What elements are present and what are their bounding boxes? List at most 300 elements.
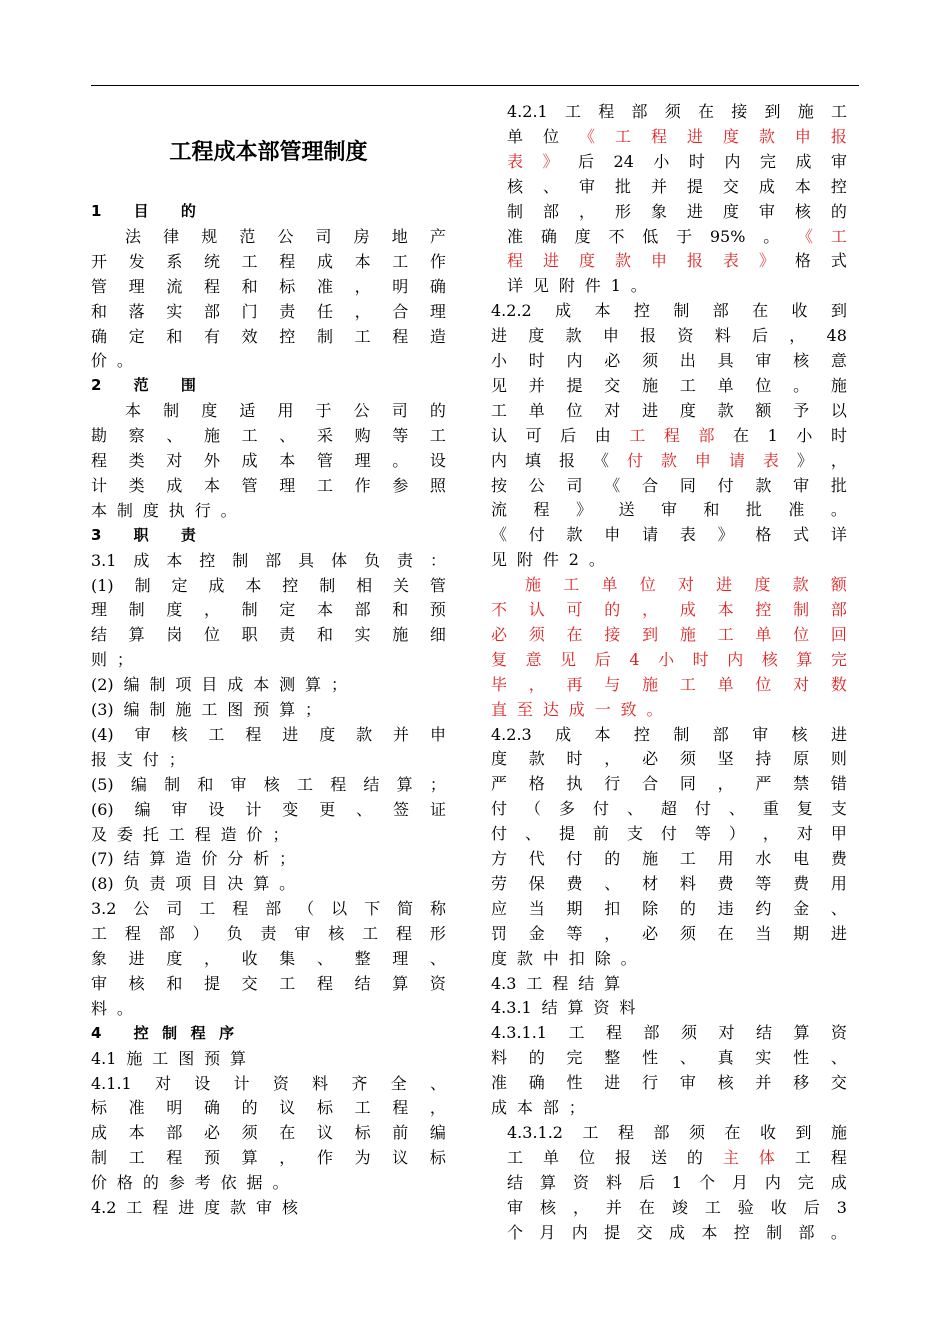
text-glyph: 4.2.3 <box>491 724 532 744</box>
text-glyph: 内 <box>764 1172 781 1192</box>
text-glyph: 成 <box>91 1123 108 1143</box>
text-glyph: 款 <box>758 126 775 146</box>
section-heading <box>91 523 446 548</box>
text-glyph: 本 <box>166 550 183 570</box>
text-glyph: 须 <box>642 351 659 370</box>
text-glyph: 资 <box>593 998 610 1018</box>
text-glyph: 提 <box>203 973 220 993</box>
text-line <box>507 1170 847 1195</box>
text-glyph: 审 <box>134 724 151 744</box>
text-glyph: 项 <box>175 675 192 695</box>
text-glyph: 支 <box>116 749 133 769</box>
text-glyph: ） <box>728 824 745 844</box>
text-glyph: 到 <box>830 301 847 321</box>
text-glyph: 预 <box>204 1048 221 1068</box>
text-glyph: 用 <box>277 401 294 421</box>
text-glyph: 位 <box>203 625 220 645</box>
text-glyph: 4.3.1 <box>491 998 532 1018</box>
text-glyph: 进 <box>542 251 559 271</box>
text-glyph: 度 <box>201 401 218 421</box>
text-glyph: 合 <box>392 301 409 321</box>
text-glyph: 完 <box>566 1048 583 1068</box>
text-glyph: 中 <box>542 948 559 968</box>
text-glyph: 48 <box>826 326 847 346</box>
text-glyph: 完 <box>797 1172 814 1192</box>
text-glyph: 予 <box>793 400 810 420</box>
text-glyph: 本 <box>253 675 270 695</box>
text-line <box>507 199 847 224</box>
text-glyph: 本 <box>354 251 371 271</box>
text-glyph: 审 <box>507 1197 524 1217</box>
text-glyph: 成 <box>166 475 183 495</box>
text-glyph: 同 <box>679 475 696 495</box>
text-glyph: 以 <box>830 400 847 420</box>
text-glyph: 完 <box>830 649 847 669</box>
text-glyph: 》 <box>796 450 813 470</box>
text-glyph: 结 <box>507 1172 524 1192</box>
text-glyph: 于 <box>315 401 332 421</box>
text-glyph: 定 <box>171 575 188 595</box>
text-glyph: 进 <box>686 126 703 146</box>
text-glyph: 度 <box>722 126 739 146</box>
text-glyph: 采 <box>316 426 333 446</box>
text-glyph: 月 <box>731 1172 748 1192</box>
text-glyph: (5) <box>91 774 114 794</box>
text-glyph: 工 <box>296 774 313 794</box>
text-line <box>91 249 446 274</box>
text-glyph: 料 <box>605 1172 622 1192</box>
text-glyph: 的 <box>604 600 621 619</box>
text-glyph: 批 <box>614 176 631 196</box>
text-glyph: 、 <box>830 1048 847 1068</box>
text-glyph: 确 <box>429 276 446 296</box>
text-glyph: 工 <box>794 1147 811 1167</box>
text-glyph: 审 <box>793 475 810 495</box>
text-glyph: ， <box>572 1197 589 1217</box>
text-glyph: 款 <box>356 724 373 744</box>
text-glyph: 造 <box>429 326 446 346</box>
text-glyph: 表 <box>507 151 524 171</box>
text-line <box>507 174 847 199</box>
text-line <box>91 597 446 622</box>
text-glyph: 度 <box>528 326 545 346</box>
text-line <box>91 971 446 996</box>
text-glyph: 本 <box>279 451 296 470</box>
text-glyph: 单 <box>507 126 524 146</box>
text-glyph: 不 <box>491 600 508 619</box>
text-glyph: 价 <box>91 1173 108 1193</box>
text-glyph: 交 <box>636 1222 653 1242</box>
text-glyph: 程 <box>605 1023 622 1043</box>
text-glyph: 在 <box>717 923 734 943</box>
text-glyph: 控 <box>199 550 216 570</box>
text-glyph: 核 <box>507 176 524 196</box>
text-glyph: 后 <box>751 326 768 346</box>
text-glyph: 重 <box>762 799 779 819</box>
text-glyph: 4.3 <box>491 973 517 993</box>
text-glyph: 和 <box>392 600 409 620</box>
text-glyph: 制 <box>673 724 690 744</box>
text-glyph: 执 <box>566 774 583 794</box>
text-glyph: 购 <box>354 426 371 446</box>
text-glyph: 设 <box>208 799 225 819</box>
left-column <box>91 0 446 1344</box>
text-glyph: 制 <box>232 550 249 570</box>
text-glyph: 到 <box>642 624 659 644</box>
text-glyph: 则 <box>830 749 847 769</box>
text-glyph: 付 <box>566 849 583 868</box>
text-glyph: 成 <box>830 1172 847 1192</box>
text-glyph: 计 <box>91 475 108 495</box>
text-glyph: 工 <box>128 1148 145 1168</box>
text-glyph: 编 <box>123 675 140 695</box>
text-line <box>91 996 446 1021</box>
text-glyph: 交 <box>830 1073 847 1093</box>
text-glyph: 司 <box>391 401 408 421</box>
text-glyph: 施 <box>830 1122 847 1142</box>
text-glyph: ， <box>830 450 847 470</box>
text-glyph: 竣 <box>671 1197 688 1217</box>
text-glyph: ， <box>717 774 734 794</box>
text-glyph: 付 <box>491 824 508 844</box>
text-glyph: 准 <box>316 276 333 296</box>
text-line <box>91 1145 446 1170</box>
text-glyph: 议 <box>279 1098 296 1118</box>
text-glyph: 在 <box>697 102 714 121</box>
text-line <box>507 1220 847 1245</box>
text-glyph: 款 <box>230 1198 247 1217</box>
text-glyph: 进 <box>642 400 659 420</box>
text-glyph: 议 <box>392 1148 409 1168</box>
text-glyph: 价 <box>246 824 263 844</box>
text-glyph: ， <box>604 923 621 943</box>
text-glyph: 个 <box>507 1222 524 1242</box>
text-glyph: 制 <box>149 675 166 695</box>
text-line <box>491 522 847 547</box>
text-glyph: 对 <box>154 1073 171 1093</box>
text-glyph: 考 <box>194 1173 211 1193</box>
text-glyph: 个 <box>698 1172 715 1192</box>
text-glyph: 程 <box>396 924 413 944</box>
text-line <box>491 547 847 572</box>
text-glyph: 4.1 <box>91 1048 117 1068</box>
text-glyph: 由 <box>594 425 611 445</box>
text-glyph: 违 <box>717 898 734 918</box>
text-glyph: 编 <box>123 700 140 719</box>
text-glyph: 成 <box>555 301 572 321</box>
text-glyph: 理 <box>91 600 108 620</box>
text-line <box>491 1070 847 1095</box>
text-glyph: 行 <box>194 500 211 520</box>
text-glyph: 责 <box>279 625 296 645</box>
text-glyph: 款 <box>717 400 734 420</box>
text-glyph: 工 <box>830 226 847 246</box>
text-glyph: 下 <box>364 899 381 919</box>
text-glyph: 产 <box>429 226 446 246</box>
text-line <box>491 672 847 697</box>
text-glyph: 《 <box>604 475 621 495</box>
text-glyph: 、 <box>356 799 373 819</box>
text-line <box>91 473 446 498</box>
text-glyph: 付 <box>626 450 643 470</box>
text-glyph: 位 <box>566 400 583 420</box>
text-line <box>91 946 446 971</box>
text-glyph: 按 <box>491 475 508 495</box>
text-glyph: 制 <box>316 326 333 346</box>
text-glyph: 管 <box>316 451 333 470</box>
text-glyph: 见 <box>491 375 508 395</box>
text-glyph: 造 <box>175 849 192 869</box>
text-glyph: 报 <box>640 326 657 346</box>
text-line <box>91 647 446 672</box>
text-glyph: 本 <box>717 600 734 619</box>
text-glyph: 4.1.1 <box>91 1073 132 1093</box>
text-glyph: 控 <box>282 575 299 595</box>
text-glyph: 数 <box>830 674 847 694</box>
text-glyph: （ <box>524 799 541 819</box>
text-glyph: 工 <box>201 700 218 719</box>
text-glyph: 算 <box>396 774 413 794</box>
text-glyph: 施 <box>830 375 847 395</box>
text-glyph: 司 <box>166 899 183 919</box>
text-glyph: 核 <box>263 774 280 794</box>
text-glyph: 料 <box>312 1073 329 1093</box>
text-glyph: 程 <box>598 102 615 121</box>
text-glyph: 工 <box>152 1048 169 1068</box>
text-glyph: 工 <box>199 899 216 919</box>
text-line <box>491 995 847 1020</box>
text-glyph: 行 <box>604 774 621 794</box>
text-glyph: 申 <box>694 450 711 470</box>
text-glyph: 3 <box>836 1197 847 1217</box>
text-glyph: 申 <box>794 126 811 146</box>
text-line <box>491 921 847 946</box>
text-glyph: 、 <box>429 949 446 968</box>
text-glyph: 可 <box>525 425 542 445</box>
text-glyph: 审 <box>755 351 772 370</box>
text-glyph: 成 <box>568 699 585 719</box>
text-glyph: 格 <box>755 525 772 545</box>
text-glyph: 控 <box>830 176 847 196</box>
text-glyph: 交 <box>241 973 258 993</box>
text-glyph: 分 <box>227 849 244 869</box>
text-glyph: 工 <box>354 1098 371 1118</box>
text-glyph: 工 <box>564 102 581 121</box>
text-glyph: 的 <box>528 1048 545 1068</box>
text-glyph: 的 <box>830 201 847 221</box>
text-glyph: 审 <box>660 500 677 520</box>
text-glyph: 单 <box>717 674 734 694</box>
text-glyph: 本 <box>91 500 108 520</box>
text-glyph: 制 <box>319 575 336 595</box>
text-glyph: 据 <box>246 1173 263 1193</box>
text-glyph: 应 <box>491 898 508 918</box>
text-glyph: 进 <box>830 724 847 744</box>
text-line <box>491 971 847 996</box>
text-glyph: 程 <box>203 276 220 296</box>
text-glyph: 在 <box>279 1123 296 1143</box>
text-glyph: 和 <box>316 625 333 645</box>
text-glyph: 部 <box>798 1222 815 1242</box>
text-glyph: 报 <box>558 450 575 470</box>
text-glyph: 施 <box>642 849 659 868</box>
text-glyph: 额 <box>755 400 772 420</box>
text-glyph: 工 <box>168 824 185 844</box>
text-glyph: 必 <box>642 923 659 943</box>
text-line <box>91 797 446 822</box>
text-glyph: 95% <box>709 226 746 246</box>
text-glyph: 劳 <box>491 873 508 893</box>
text-glyph: 报 <box>686 251 703 271</box>
text-glyph: 工 <box>830 102 847 121</box>
text-glyph: 负 <box>364 550 381 570</box>
text-glyph: 本 <box>516 1098 533 1117</box>
text-glyph: 作 <box>429 251 446 271</box>
text-glyph: 工 <box>568 1023 585 1043</box>
text-glyph: 施 <box>525 575 542 595</box>
text-glyph: 。 <box>279 874 296 894</box>
text-glyph: 明 <box>392 276 409 296</box>
text-glyph: ， <box>429 1098 446 1118</box>
text-glyph: ； <box>330 675 347 695</box>
text-glyph: 必 <box>203 1123 220 1143</box>
text-line <box>91 1046 446 1071</box>
text-glyph: 程 <box>533 500 550 520</box>
text-glyph: 标 <box>316 1098 333 1118</box>
text-glyph: 作 <box>354 475 371 495</box>
text-glyph: 度 <box>166 949 183 968</box>
text-glyph: 图 <box>227 700 244 719</box>
text-glyph: 图 <box>178 1048 195 1068</box>
text-glyph: 部 <box>712 724 729 744</box>
text-line <box>91 622 446 647</box>
text-glyph: 制 <box>507 201 524 221</box>
text-glyph: 程 <box>91 451 108 470</box>
text-glyph: ， <box>762 824 779 844</box>
text-glyph: 内 <box>491 450 508 470</box>
text-line <box>91 498 446 523</box>
text-glyph: 审 <box>758 201 775 221</box>
text-glyph: 后 <box>578 151 595 171</box>
text-glyph: 以 <box>331 899 348 919</box>
text-glyph: 实 <box>755 1048 772 1068</box>
text-glyph: 资 <box>830 1023 847 1043</box>
text-line <box>491 771 847 796</box>
text-line <box>491 896 847 921</box>
text-glyph: 实 <box>354 625 371 645</box>
text-glyph: 标 <box>429 1148 446 1168</box>
text-glyph: 须 <box>688 1122 705 1142</box>
text-glyph: 算 <box>149 849 166 869</box>
text-glyph: 算 <box>567 998 584 1018</box>
text-line <box>491 298 847 323</box>
text-glyph: 资 <box>272 1073 289 1093</box>
text-glyph: 部 <box>542 1098 559 1117</box>
text-glyph: ， <box>528 674 545 694</box>
text-line <box>491 746 847 771</box>
text-glyph: ， <box>789 326 806 346</box>
text-glyph: 计 <box>233 1073 250 1093</box>
text-glyph: 期 <box>793 923 810 943</box>
text-glyph: 料 <box>714 326 731 346</box>
text-glyph: 申 <box>604 525 621 545</box>
text-glyph: 料 <box>491 1048 508 1068</box>
text-glyph: 和 <box>241 276 258 296</box>
text-glyph: 须 <box>680 1023 697 1043</box>
section-heading <box>91 1021 446 1046</box>
text-glyph: 约 <box>755 898 772 918</box>
text-glyph: 、 <box>542 176 559 196</box>
text-glyph: 。 <box>830 500 847 520</box>
text-glyph: 部 <box>203 301 220 321</box>
text-glyph: 。 <box>392 451 409 470</box>
text-glyph: 格 <box>116 1173 133 1193</box>
text-glyph: 收 <box>241 949 258 968</box>
text-line <box>91 772 446 797</box>
text-glyph: 目 <box>201 675 218 695</box>
text-glyph: 收 <box>791 301 808 321</box>
text-glyph: 的 <box>604 849 621 868</box>
text-glyph: 整 <box>354 949 371 968</box>
text-glyph: 等 <box>755 873 772 893</box>
text-glyph: 制 <box>673 301 690 321</box>
text-glyph: 理 <box>429 301 446 321</box>
text-glyph: 认 <box>528 600 545 619</box>
text-glyph: 目 <box>201 874 218 894</box>
text-glyph: 范 <box>239 226 256 246</box>
text-glyph: 送 <box>650 1147 667 1167</box>
text-glyph: 小 <box>653 151 670 171</box>
text-glyph: 预 <box>203 1148 220 1168</box>
text-glyph: 禁 <box>793 774 810 794</box>
text-glyph: 方 <box>491 849 508 868</box>
text-glyph: 达 <box>542 699 559 719</box>
text-glyph: 部 <box>265 550 282 570</box>
text-glyph: 详 <box>507 276 524 296</box>
text-glyph: 控 <box>633 724 650 744</box>
text-glyph: 和 <box>166 973 183 993</box>
text-glyph: 单 <box>601 575 618 595</box>
text-glyph: 工 <box>241 251 258 271</box>
text-line <box>491 448 847 473</box>
text-glyph: 准 <box>788 500 805 520</box>
text-glyph: 主 <box>722 1147 739 1167</box>
text-glyph: 后 <box>560 425 577 445</box>
text-glyph: 的 <box>241 1098 258 1118</box>
text-glyph: 款 <box>565 326 582 346</box>
text-glyph: 等 <box>566 923 583 943</box>
text-glyph: 成 <box>679 600 696 619</box>
text-glyph: 用 <box>830 873 847 893</box>
text-glyph: 准 <box>507 226 524 246</box>
text-glyph: 程 <box>152 1198 169 1217</box>
text-glyph: 施 <box>797 102 814 121</box>
text-glyph: 流 <box>166 276 183 296</box>
text-line <box>91 697 446 722</box>
text-glyph: ， <box>354 276 371 296</box>
text-glyph: 严 <box>491 774 508 794</box>
text-line <box>507 273 847 298</box>
text-line <box>91 348 446 373</box>
text-glyph: 控 <box>733 1222 750 1242</box>
text-glyph: 3.2 <box>91 899 117 919</box>
text-glyph: 保 <box>528 873 545 893</box>
text-glyph: 2 <box>568 550 579 570</box>
text-glyph: 须 <box>528 624 545 644</box>
text-glyph: 甲 <box>830 824 847 844</box>
text-glyph: 电 <box>793 849 810 868</box>
text-glyph: 4.3.1.1 <box>491 1023 547 1043</box>
